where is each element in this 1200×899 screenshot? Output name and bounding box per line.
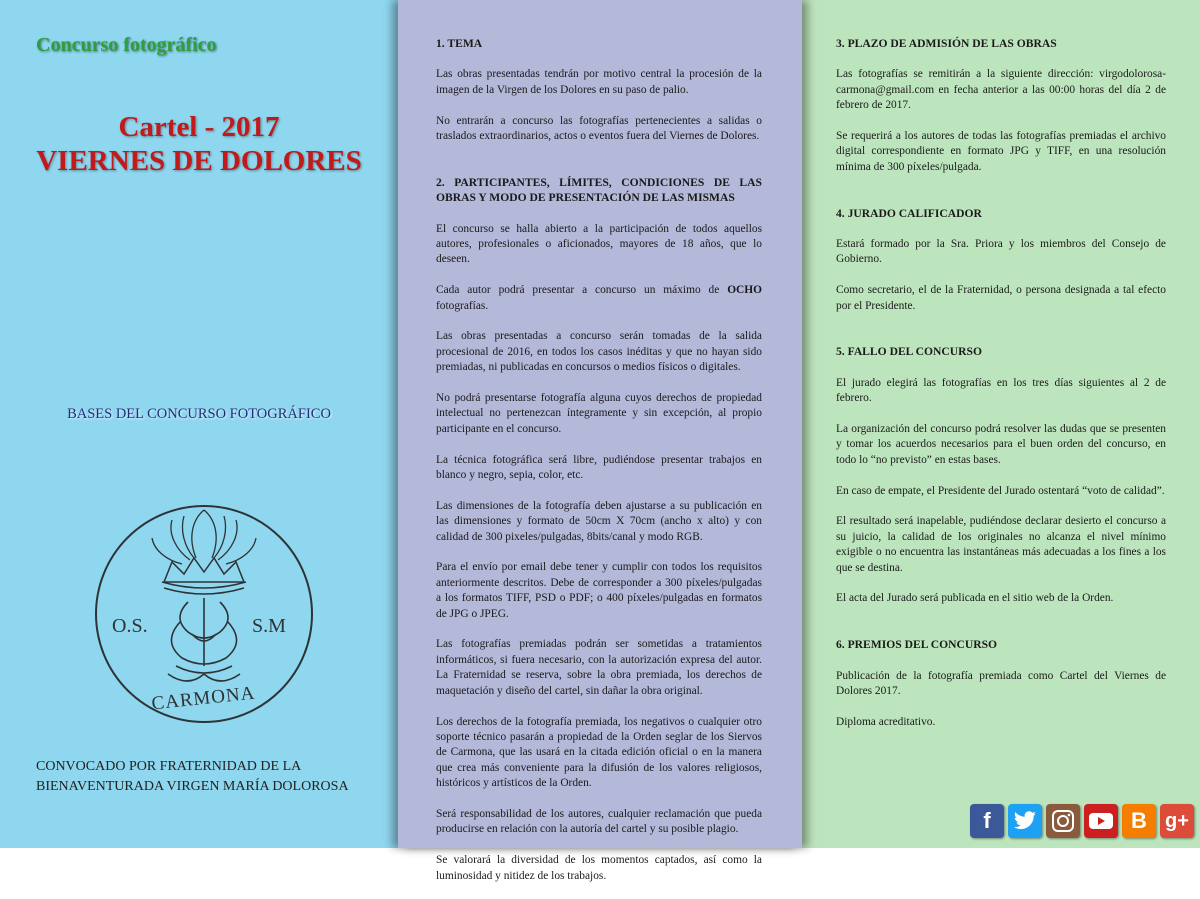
youtube-play-glyph [1088, 811, 1114, 831]
social-links [970, 804, 1194, 838]
section-1-paragraph: No entrarán a concurso las fotografías pertenecientes a salidas o traslados extraordinarios, actos o eventos fuera del Viernes de Dolores. [436, 114, 762, 143]
facebook-glyph: f [983, 808, 991, 833]
emblem-left-text: O.S. [112, 615, 148, 637]
max-photos-count: OCHO [727, 284, 762, 297]
emblem-right-text: S.M [252, 615, 286, 637]
youtube-icon[interactable] [1084, 804, 1118, 838]
section-6-paragraph: Diploma acreditativo. [836, 715, 936, 728]
section-2-paragraph: Se valorará la diversidad de los momentos captados, así como la luminosidad y nitidez de los trabajos. [436, 854, 762, 882]
blogger-glyph: B [1131, 808, 1147, 833]
section-2-paragraph: El concurso se halla abierto a la participación de todos aquellos autores, profesionales o aficionados, mayores de 18 años, que lo deseen. [436, 222, 762, 266]
facebook-icon[interactable] [970, 804, 1004, 838]
google-plus-icon[interactable] [1160, 804, 1194, 838]
section-5-title: 5. FALLO DEL CONCURSO [836, 345, 983, 359]
convocado-line-2: BIENAVENTURADA VIRGEN MARÍA DOLOROSA [36, 779, 349, 794]
instagram-camera-glyph [1051, 809, 1075, 833]
convocado-text [36, 757, 349, 797]
section-4-title: 4. JURADO CALIFICADOR [836, 206, 982, 220]
convocado-line-1: CONVOCADO POR FRATERNIDAD DE LA [36, 759, 302, 774]
right-column [836, 36, 1166, 746]
right-panel [802, 0, 1200, 848]
twitter-bird-glyph [1013, 811, 1037, 831]
section-2-paragraph: No podrá presentarse fotografía alguna cuyos derechos de propiedad intelectual no pertenezcan íntegramente y sin excepción, al propio participante en el concurso. [436, 392, 762, 435]
section-2-title: 2. PARTICIPANTES, LÍMITES, CONDICIONES DE LAS OBRAS Y MODO DE PRESENTACIÓN DE LAS MISMAS [436, 175, 762, 205]
section-1-paragraph: Las obras presentadas tendrán por motivo central la procesión de la imagen de la Virgen de los Dolores en su paso de palio. [436, 68, 762, 96]
section-2-paragraph: Para el envío por email debe tener y cumplir con todos los requisitos anteriormente descritos. Debe de corresponder a 300 píxeles/pulgadas a los formatos TIFF, PSD o PDF; o 400 píxeles/pulgadas en formatos de JPG o JPEG. [436, 561, 762, 620]
middle-panel [398, 0, 802, 882]
section-4-paragraph: Como secretario, el de la Fraternidad, o persona designada a tal efecto por el Presidente. [836, 284, 1166, 312]
section-5-paragraph: El acta del Jurado será publicada en el sitio web de la Orden. [836, 592, 1114, 605]
section-2-paragraph: Será responsabilidad de los autores, cualquier reclamación que pueda producirse en relación con la autoría del cartel y su posible plagio. [436, 807, 762, 836]
section-4-paragraph: Estará formado por la Sra. Priora y los miembros del Consejo de Gobierno. [836, 238, 1166, 266]
section-2-paragraph: Los derechos de la fotografía premiada, los negativos o cualquier otro soporte técnico pasarán a propiedad de la Orden seglar de los Siervos de Carmona, que las usará en la citada edición oficial o en la manera que crea más conveniente para la difusión de los valores religiosos, históricos y artísticos de la Orden. [436, 715, 762, 790]
instagram-icon[interactable] [1046, 804, 1080, 838]
left-panel [0, 0, 398, 848]
cartel-year-title: Cartel - 2017 [118, 111, 280, 143]
section-5-paragraph: El jurado elegirá las fotografías en los tres días siguientes al 2 de febrero. [836, 376, 1166, 405]
twitter-icon[interactable] [1008, 804, 1042, 838]
section-2-paragraph: Las fotografías premiadas podrán ser sometidas a tratamientos informáticos, si fuera necesario, con la autorización expresa del autor. La Fraternidad se reserva, sobre la obra premiada, los derechos de maquetación y diseño del cartel, sin dañar la obra original. [436, 638, 762, 697]
section-3-title: 3. PLAZO DE ADMISIÓN DE LAS OBRAS [836, 37, 1057, 50]
emblem-bottom-text: CARMONA [150, 682, 257, 715]
section-2-paragraph: Las obras presentadas a concurso serán tomadas de la salida procesional de 2016, en todos los casos inéditas y que no hayan sido premiadas, ni publicadas en concursos o medios físicos o digitales. [436, 330, 762, 374]
bases-title: BASES DEL CONCURSO FOTOGRÁFICO [67, 406, 331, 422]
contest-title: Concurso fotográfico [36, 34, 217, 56]
section-6-paragraph: Publicación de la fotografía premiada como Cartel del Viernes de Dolores 2017. [836, 669, 1166, 698]
section-6-title: 6. PREMIOS DEL CONCURSO [836, 638, 998, 652]
google-plus-glyph: g+ [1165, 809, 1189, 832]
order-emblem-seal [92, 498, 316, 730]
max-photos-suffix: fotografías. [436, 299, 489, 312]
section-5-paragraph: El resultado será inapelable, pudiéndose declarar desierto el concurso a su juicio, la calidad de los originales no alcanza el nivel mínimo exigible o no encuentra las instantáneas más adecuadas a los fines a los que se destina. [836, 515, 1166, 574]
blogger-icon[interactable] [1122, 804, 1156, 838]
section-5-paragraph: La organización del concurso podrá resolver las dudas que se presenten y tomar los acuerdos necesarios para el buen orden del concurso, en todo lo “no previsto” en estas bases. [836, 423, 1166, 466]
section-3-paragraph: Las fotografías se remitirán a la siguiente dirección: virgodolorosa-carmona@gmail.com en fecha anterior a las 00:00 horas del día 2 de febrero de 2017. [836, 68, 1166, 112]
section-1-title: 1. TEMA [436, 37, 483, 50]
section-2-paragraph: La técnica fotográfica será libre, pudiéndose presentar trabajos en blanco y negro, sepia, color, etc. [436, 453, 762, 482]
max-photos-text: Cada autor podrá presentar a concurso un máximo de [436, 284, 728, 297]
event-title: VIERNES DE DOLORES [36, 145, 362, 177]
section-2-paragraph: Las dimensiones de la fotografía deben ajustarse a su publicación en las dimensiones y formato de 50cm X 70cm (ancho x alto) y con calidad de 300 pixeles/pulgadas, 8bits/canal y modo RGB. [436, 499, 762, 543]
section-3-paragraph: Se requerirá a los autores de todas las fotografías premiadas el archivo digital correspondiente en formato JPG y TIFF, en una resolución mínima de 300 píxeles/pulgada. [836, 130, 1166, 173]
middle-column [436, 36, 762, 899]
section-5-paragraph: En caso de empate, el Presidente del Jurado ostentará “voto de calidad”. [836, 484, 1165, 497]
section-2-paragraph-max-photos [436, 283, 762, 314]
